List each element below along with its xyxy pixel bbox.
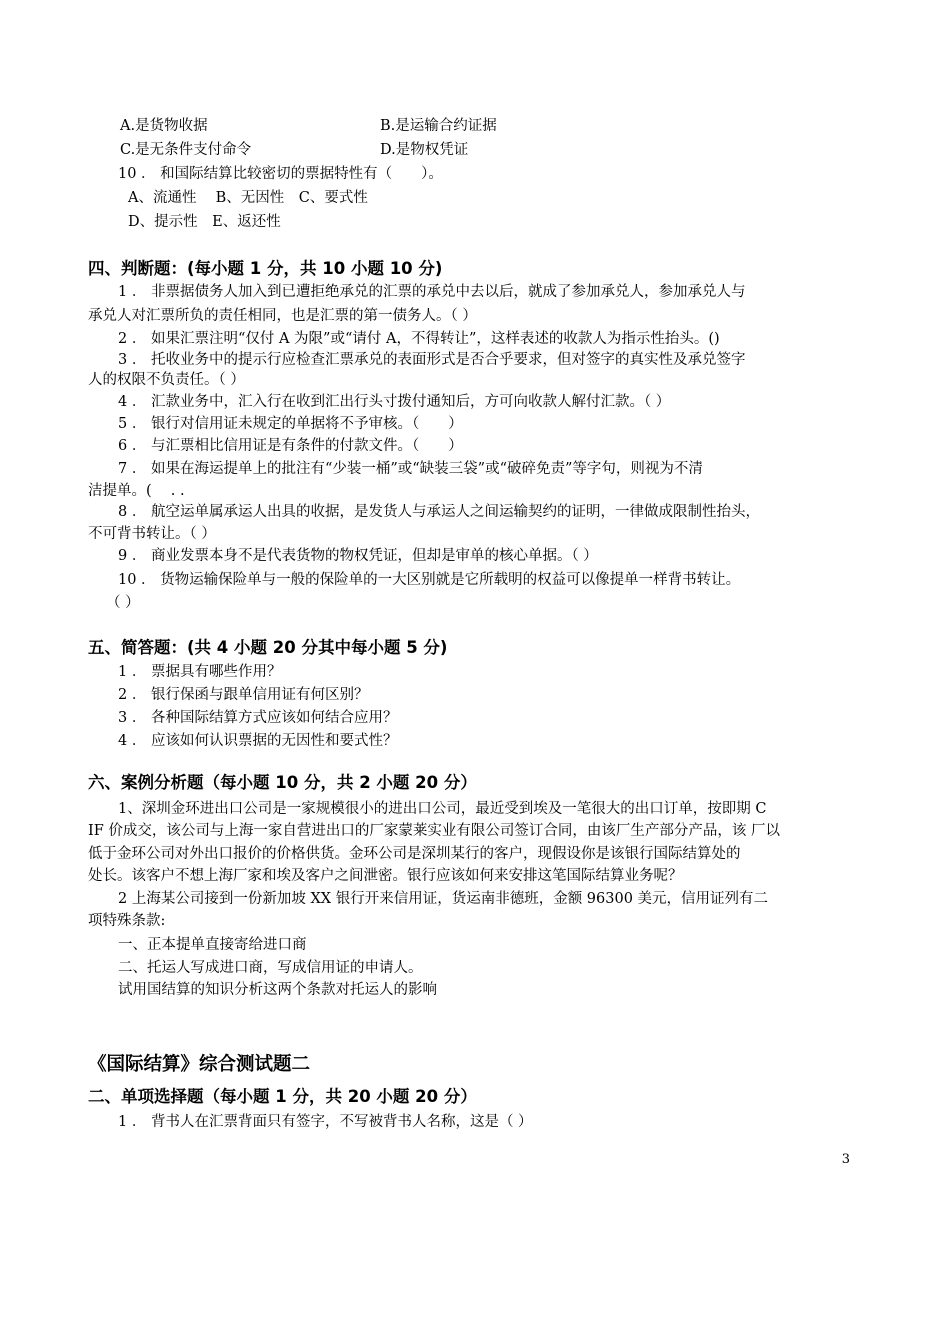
s4-item-10a: 10 ． 货物运输保险单与一般的保险单的一大区别就是它所载明的权益可以像提单一样背书转让。 bbox=[118, 572, 741, 588]
section6-heading: 六、案例分析题（每小题 10 分，共 2 小题 20 分） bbox=[88, 773, 477, 792]
s4-item-7a: 7 ． 如果在海运提单上的批注有“少装一桶”或“缺装三袋”或“破碎免责”等字句，则视为不清 bbox=[118, 461, 703, 477]
test2-title: 《国际结算》综合测试题二 bbox=[88, 1054, 311, 1075]
page-number: 3 bbox=[841, 1152, 850, 1167]
q10-stem: 10 ． 和国际结算比较密切的票据特性有（ ）。 bbox=[118, 166, 443, 182]
case1-line-3: 低于金环公司对外出口报价的价格供货。金环公司是深圳某行的客户，现假设你是该银行国际结算处的 bbox=[88, 846, 741, 862]
s4-item-6: 6 ． 与汇票相比信用证是有条件的付款文件。（ ） bbox=[118, 438, 463, 454]
s4-item-8a: 8 ． 航空运单属承运人出具的收据，是发货人与承运人之间运输契约的证明，一律做成限制性抬头， bbox=[118, 504, 760, 520]
s4-item-8b: 不可背书转让。（ ） bbox=[88, 526, 216, 542]
q9-option-c: C.是无条件支付命令 bbox=[120, 142, 252, 158]
case2-question: 试用国结算的知识分析这两个条款对托运人的影响 bbox=[118, 982, 437, 998]
s5-item-2: 2 ． 银行保函与跟单信用证有何区别？ bbox=[118, 687, 369, 703]
s4-item-7b: 洁提单。( . . bbox=[88, 483, 185, 499]
test2-q1: 1 ． 背书人在汇票背面只有签字，不写被背书人名称，这是（ ） bbox=[118, 1114, 533, 1130]
s4-item-1a: 1 ． 非票据债务人加入到已遭拒绝承兑的汇票的承兑中去以后，就成了参加承兑人，参加承兑人与 bbox=[118, 284, 746, 300]
s5-item-4: 4 ． 应该如何认识票据的无因性和要式性？ bbox=[118, 733, 398, 749]
s4-item-4: 4 ． 汇款业务中，汇入行在收到汇出行头寸拨付通知后，方可向收款人解付汇款。（ ） bbox=[118, 394, 671, 410]
case2-clause-1: 一、正本提单直接寄给进口商 bbox=[118, 937, 307, 953]
q9-option-d: D.是物权凭证 bbox=[380, 142, 469, 158]
q9-option-a: A.是货物收据 bbox=[120, 118, 208, 134]
case1-line-2: IF 价成交，该公司与上海一家自营进出口的厂家蒙莱实业有限公司签订合同，由该厂生产部分产品，该 厂以 bbox=[88, 823, 781, 839]
s4-item-9: 9 ． 商业发票本身不是代表货物的物权凭证，但却是审单的核心单据。（ ） bbox=[118, 548, 598, 564]
q9-option-b: B.是运输合约证据 bbox=[380, 118, 497, 134]
section4-heading: 四、判断题：(每小题 1 分，共 10 小题 10 分) bbox=[88, 259, 443, 278]
case1-line-1: 1、深圳金环进出口公司是一家规模很小的进出口公司，最近受到埃及一笔很大的出口订单，按即期 C bbox=[118, 801, 767, 817]
s4-item-5: 5 ． 银行对信用证未规定的单据将不予审核。（ ） bbox=[118, 416, 463, 432]
case2-line-1: 2 上海某公司接到一份新加坡 XX 银行开来信用证，货运南非德班，金额 96300 美元，信用证列有二 bbox=[118, 891, 769, 907]
s4-item-2: 2 ． 如果汇票注明“仅付 A 为限”或“请付 A，不得转让”，这样表述的收款人为指示性抬头。() bbox=[118, 331, 720, 347]
section5-heading: 五、简答题：(共 4 小题 20 分其中每小题 5 分) bbox=[88, 638, 448, 657]
q10-options-row2: D、提示性 E、返还性 bbox=[128, 214, 281, 230]
case1-line-4: 处长。该客户不想上海厂家和埃及客户之间泄密。银行应该如何来安排这笔国际结算业务呢？ bbox=[88, 868, 683, 884]
s4-item-3a: 3 ． 托收业务中的提示行应检查汇票承兑的表面形式是否合乎要求，但对签字的真实性及承兑签字 bbox=[118, 352, 746, 368]
s4-item-3b: 人的权限不负责任。（ ） bbox=[88, 372, 245, 388]
s5-item-3: 3 ． 各种国际结算方式应该如何结合应用？ bbox=[118, 710, 398, 726]
case2-line-2: 项特殊条款: bbox=[88, 913, 166, 929]
s4-item-1b: 承兑人对汇票所负的责任相同，也是汇票的第一债务人。（ ） bbox=[88, 308, 477, 324]
s5-item-1: 1 ． 票据具有哪些作用？ bbox=[118, 664, 282, 680]
case2-clause-2: 二、托运人写成进口商，写成信用证的申请人。 bbox=[118, 960, 423, 976]
q10-options-row1: A、流通性 B、无因性 C、要式性 bbox=[128, 190, 368, 206]
test2-section2-heading: 二、单项选择题（每小题 1 分，共 20 小题 20 分） bbox=[88, 1087, 477, 1106]
s4-item-10b: （ ） bbox=[106, 595, 140, 611]
